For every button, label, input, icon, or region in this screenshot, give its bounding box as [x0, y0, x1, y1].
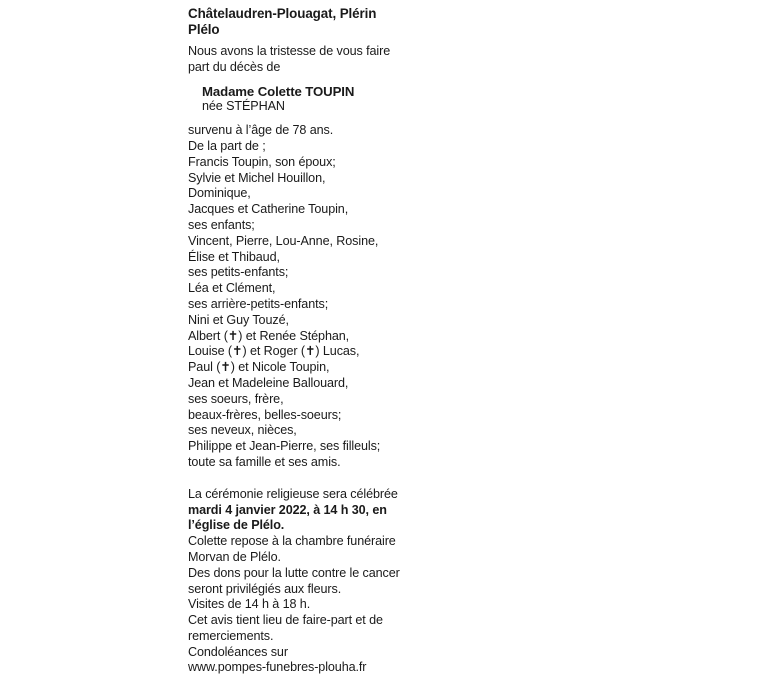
- family-line: Philippe et Jean-Pierre, ses filleuls;: [188, 439, 381, 454]
- family-line: Vincent, Pierre, Lou-Anne, Rosine,: [188, 233, 379, 248]
- ceremony-date: mardi 4 janvier 2022, à 14 h 30, en: [188, 502, 387, 517]
- closing-line: Condoléances sur: [188, 644, 288, 659]
- family-line: ses petits-enfants;: [188, 265, 289, 280]
- family-line: Francis Toupin, son époux;: [188, 154, 336, 169]
- closing-line: seront privilégiés aux fleurs.: [188, 581, 342, 596]
- closing-line: Cet avis tient lieu de faire-part et de: [188, 613, 383, 628]
- location-line: Châtelaudren-Plouagat, Plérin: [188, 6, 377, 21]
- section-spacer: [188, 471, 428, 487]
- family-line: ses arrière-petits-enfants;: [188, 296, 329, 311]
- family-line: Paul (✝) et Nicole Toupin,: [188, 360, 330, 375]
- closing-line: remerciements.: [188, 628, 274, 643]
- family-line: beaux-frères, belles-soeurs;: [188, 407, 342, 422]
- ceremony-intro: La cérémonie religieuse sera célébrée: [188, 486, 398, 501]
- location-line: Plélo: [188, 22, 220, 37]
- family-line: Jacques et Catherine Toupin,: [188, 202, 349, 217]
- family-line: Élise et Thibaud,: [188, 249, 280, 264]
- family-line: Albert (✝) et Renée Stéphan,: [188, 328, 350, 343]
- family-line: toute sa famille et ses amis.: [188, 454, 341, 469]
- family-line: ses soeurs, frère,: [188, 391, 284, 406]
- deceased-name: Madame Colette TOUPIN: [202, 83, 355, 99]
- obituary-notice: [188, 6, 428, 676]
- family-line: Nini et Guy Touzé,: [188, 312, 289, 327]
- ceremony-details: [188, 487, 428, 677]
- closing-line: Des dons pour la lutte contre le cancer: [188, 565, 400, 580]
- closing-line: Morvan de Plélo.: [188, 549, 281, 564]
- closing-line: Visites de 14 h à 18 h.: [188, 597, 311, 612]
- family-line: De la part de ;: [188, 138, 266, 153]
- deceased-maiden-name: née STÉPHAN: [202, 99, 285, 114]
- closing-line: Colette repose à la chambre funéraire: [188, 534, 396, 549]
- notice-location: [188, 6, 428, 38]
- family-line: ses neveux, nièces,: [188, 423, 297, 438]
- intro-line: Nous avons la tristesse de vous faire: [188, 44, 391, 58]
- family-line: Sylvie et Michel Houillon,: [188, 170, 326, 185]
- family-line: ses enfants;: [188, 217, 255, 232]
- family-line: survenu à l’âge de 78 ans.: [188, 123, 334, 138]
- family-line: Léa et Clément,: [188, 281, 276, 296]
- family-line: Dominique,: [188, 186, 251, 201]
- family-line: Jean et Madeleine Ballouard,: [188, 375, 349, 390]
- intro-line: part du décès de: [188, 59, 281, 74]
- notice-intro: [188, 44, 428, 76]
- condolences-website: www.pompes-funebres-plouha.fr: [188, 660, 367, 675]
- family-list: [188, 123, 428, 471]
- ceremony-place: l’église de Plélo.: [188, 518, 285, 533]
- family-line: Louise (✝) et Roger (✝) Lucas,: [188, 344, 360, 359]
- deceased-block: [202, 84, 428, 116]
